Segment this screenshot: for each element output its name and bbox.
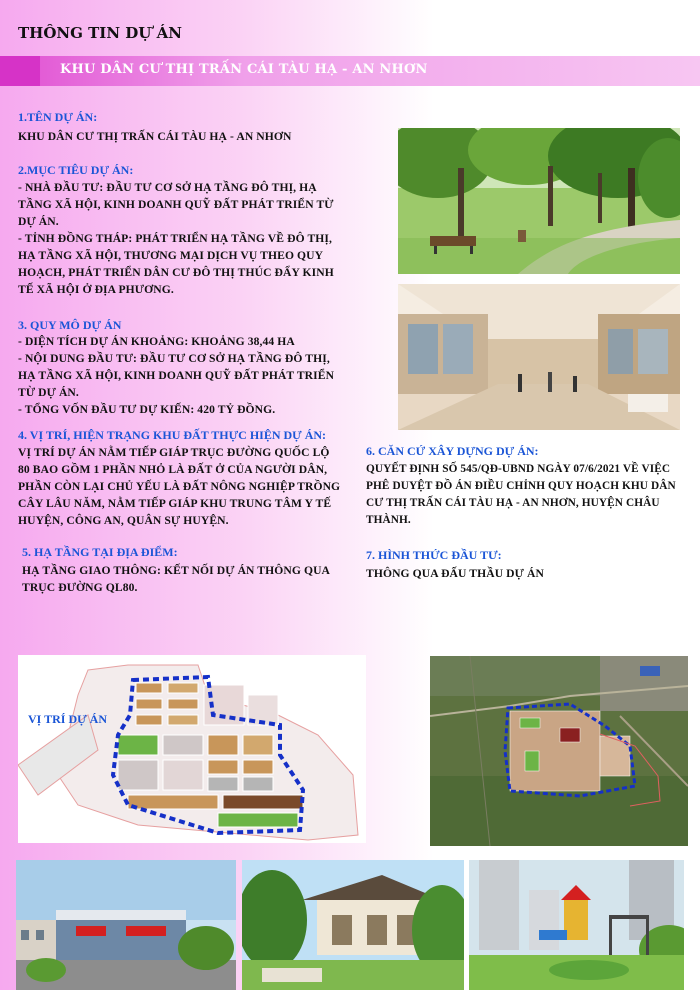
park-photo [398,128,680,274]
section-line: 80 BAO GỒM 1 PHẦN NHỎ LÀ ĐẤT Ở CỦA NGƯỜI DÂN, [18,463,328,476]
section-5 [22,545,330,596]
section-line: HẠ TẦNG XÃ HỘI, THƯƠNG MẠI DỊCH VỤ THEO QUY [18,249,324,262]
section-line: TẾ XÃ HỘI Ở ĐỊA PHƯƠNG. [18,283,174,296]
section-line: PHÊ DUYỆT ĐỒ ÁN ĐIỀU CHỈNH QUY HOẠCH KHU DÂN [366,480,676,492]
map-label: VỊ TRÍ DỰ ÁN [28,712,108,726]
section-line: - DIỆN TÍCH DỰ ÁN KHOẢNG: KHOẢNG 38,44 HA [18,335,295,348]
section-6 [366,444,676,529]
mall-photo [398,284,680,430]
section-line: CƯ THỊ TRẤN CÁI TÀU HẠ - AN NHƠN, HUYỆN CHÂU [366,497,660,509]
section-title: 6. CĂN CỨ XÂY DỰNG DỰ ÁN: [366,444,539,458]
section-line: TRỤC ĐƯỜNG QL80. [22,581,138,594]
section-line: HOẠCH, PHÁT TRIỂN DÂN CƯ ĐÔ THỊ THÚC ĐẨY KINH [18,266,334,279]
banner-title: KHU DÂN CƯ THỊ TRẤN CÁI TÀU HẠ - AN NHƠN [60,62,428,77]
section-7 [366,548,544,582]
commercial-center-photo [16,860,236,990]
section-line: TỪ DỰ ÁN. [18,386,79,399]
section-line: - TỈNH ĐỒNG THÁP: PHÁT TRIỂN HẠ TẦNG VỀ ĐÔ THỊ, [18,232,333,245]
section-title: 3. QUY MÔ DỰ ÁN [18,318,122,332]
banner-accent [0,56,40,86]
section-3 [18,318,334,418]
section-line: - TỔNG VỐN ĐẦU TƯ DỰ KIẾN: 420 TỶ ĐỒNG. [18,403,276,416]
section-1 [18,110,291,145]
section-line: - NHÀ ĐẦU TƯ: ĐẦU TƯ CƠ SỞ HẠ TẦNG ĐÔ THỊ, HẠ [18,181,317,194]
page-heading: THÔNG TIN DỰ ÁN [18,24,182,42]
villa-photo [242,860,464,990]
section-line: QUYẾT ĐỊNH SỐ 545/QĐ-UBND NGÀY 07/6/2021 VỀ VIỆC [366,463,671,475]
section-line: THÀNH. [366,514,411,526]
planning-map [18,655,366,843]
section-line: - NỘI DUNG ĐẦU TƯ: ĐẦU TƯ CƠ SỞ HẠ TẦNG ĐÔ THỊ, [18,352,330,365]
section-line: VỊ TRÍ DỰ ÁN NẰM TIẾP GIÁP TRỤC ĐƯỜNG QUỐC LỘ [18,446,330,459]
section-line: THÔNG QUA ĐẤU THẦU DỰ ÁN [366,567,544,580]
section-line: DỰ ÁN. [18,215,59,228]
section-title: 7. HÌNH THỨC ĐẦU TƯ: [366,548,502,562]
section-line: HUYỆN, CÔNG AN, QUÂN SỰ HUYỆN. [18,514,229,527]
section-title: 4. VỊ TRÍ, HIỆN TRẠNG KHU ĐẤT THỰC HIỆN DỰ ÁN: [18,428,327,442]
section-2 [18,163,334,298]
section-title: 5. HẠ TẦNG TẠI ĐỊA ĐIỂM: [22,545,178,559]
section-title: 1.TÊN DỰ ÁN: [18,110,98,124]
section-4 [18,428,340,529]
section-line: CÂY LÂU NĂM, NẰM TIẾP GIÁP KHU TRUNG TÂM Y TẾ [18,497,332,510]
section-line: HẠ TẦNG GIAO THÔNG: KẾT NỐI DỰ ÁN THÔNG QUA [22,564,331,577]
section-title: 2.MỤC TIÊU DỰ ÁN: [18,163,134,177]
section-line: TẦNG XÃ HỘI, KINH DOANH QUỸ ĐẤT PHÁT TRIỂN TỪ [18,198,334,211]
section-line: HẠ TẦNG XÃ HỘI, KINH DOANH QUỸ ĐẤT PHÁT TRIỂN [18,369,335,382]
section-line: PHẦN CÒN LẠI CHỦ YẾU LÀ ĐẤT NÔNG NGHIỆP TRỒNG [18,480,341,493]
playground-photo [469,860,684,990]
section-line: KHU DÂN CƯ THỊ TRẤN CÁI TÀU HẠ - AN NHƠN [18,130,292,143]
satellite-map [430,656,688,846]
